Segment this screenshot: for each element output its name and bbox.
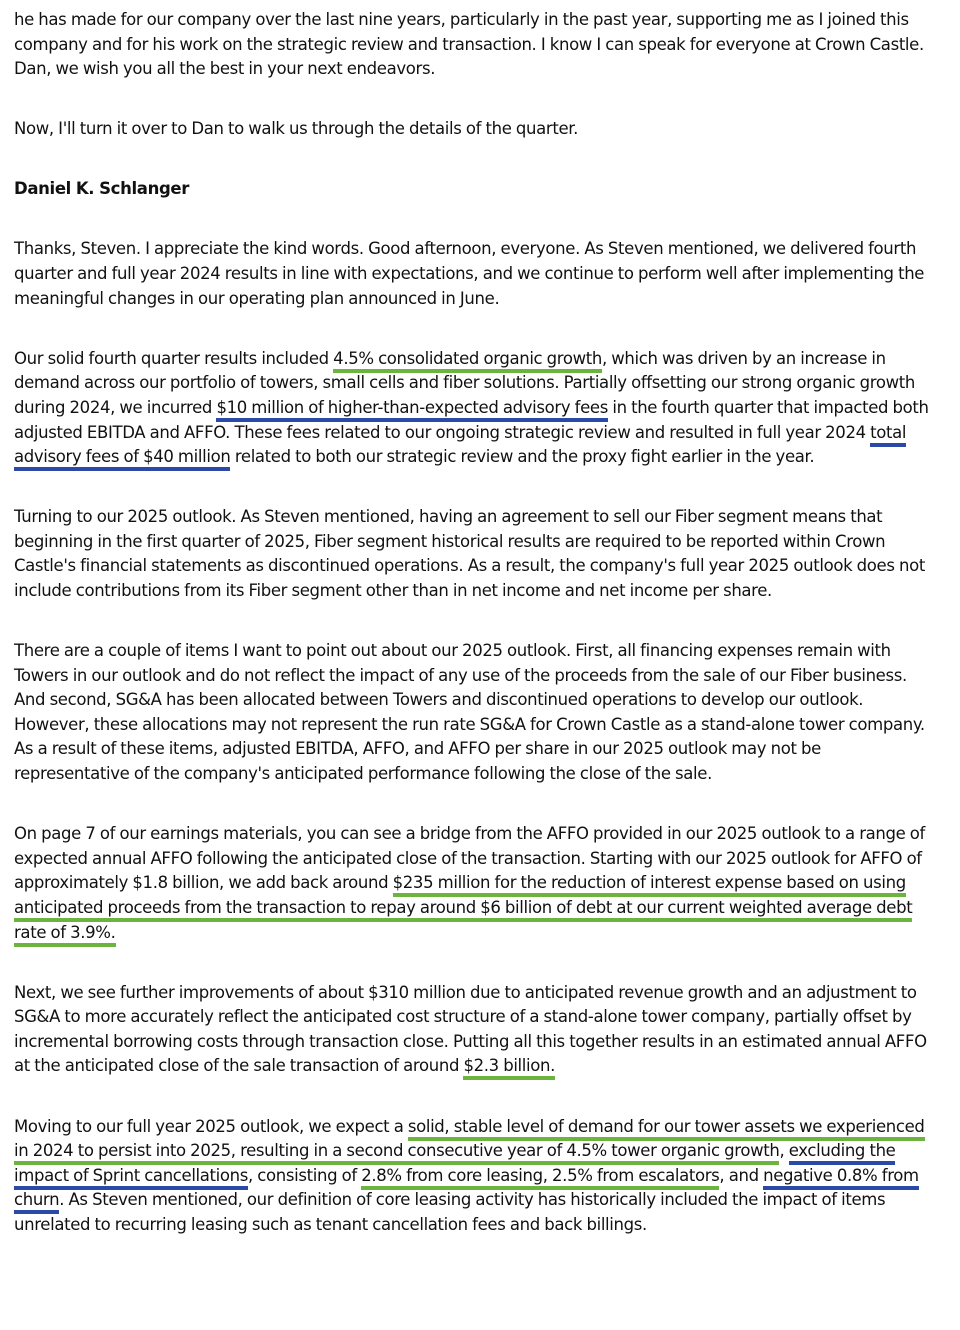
text-run: . As Steven mentioned, our definition of core leasing activity has historically included the impact of items unrelated to recurring leasing such as tenant cancellation fees and back billings. — [14, 1190, 886, 1234]
paragraph-closing-remarks — [14, 8, 934, 82]
text-run: Next, we see further improvements of about $310 million due to anticipated revenue growth and an adjustment to SG&A to more accurately reflect the anticipated cost structure of a stand-alone tower company, partially offset by incremental borrowing costs through transaction close. Putting all this together results in an estimated annual AFFO at the anticipated close of the sale transaction of around — [14, 982, 927, 1076]
highlight-total-advisory-fees: total advisory fees of $40 million — [14, 423, 906, 472]
highlight-sprint-cancellations: excluding the impact of Sprint cancellations — [14, 1141, 895, 1190]
paragraph-full-year-outlook — [14, 1115, 934, 1238]
speaker-name — [14, 177, 934, 202]
text-run: in the fourth quarter that impacted both adjusted EBITDA and AFFO. These fees related to our ongoing strategic review and resulted in full year 2024 — [14, 397, 929, 442]
text-run: , consisting of — [248, 1165, 362, 1185]
paragraph-intro — [14, 237, 934, 311]
text-run: , which was driven by an increase in demand across our portfolio of towers, small cells and fiber solutions. Partially offsetting our strong organic growth during 2024, we incurred — [14, 348, 915, 417]
transcript-page — [14, 8, 934, 1273]
text-run: , and — [719, 1165, 764, 1185]
text-run: related to both our strategic review and the proxy fight earlier in the year. — [230, 447, 815, 467]
highlight-core-leasing-escalators: 2.8% from core leasing, 2.5% from escalators — [361, 1166, 719, 1190]
text-run: On page 7 of our earnings materials, you can see a bridge from the AFFO provided in our 2025 outlook to a range of expected annual AFFO following the anticipated close of the transaction. Starting with our 2025 outlook for AFFO of approximately $1.8 billion, we add back around — [14, 824, 926, 893]
text-run: Moving to our full year 2025 outlook, we expect a — [14, 1116, 408, 1136]
paragraph-outlook-items — [14, 639, 934, 787]
speaker-label: Daniel K. Schlanger — [14, 179, 190, 199]
highlight-advisory-fees-q4: $10 million of higher-than-expected advisory fees — [216, 398, 608, 422]
paragraph-q4-results — [14, 347, 934, 470]
paragraph-text: There are a couple of items I want to point out about our 2025 outlook. First, all financing expenses remain with Towers in our outlook and do not reflect the impact of any use of the proceeds from the sale of our Fiber business. And second, SG&A has been allocated between Towers and discontinued operations to develop our outlook. However, these allocations may not represent the run rate SG&A for Crown Castle as a stand-alone tower company. As a result of these items, adjusted EBITDA, AFFO, and AFFO per share in our 2025 outlook may not be representative of the company's anticipated performance following the close of the sale. — [14, 641, 925, 784]
paragraph-text: Turning to our 2025 outlook. As Steven mentioned, having an agreement to sell our Fiber segment means that beginning in the first quarter of 2025, Fiber segment historical results are required to be reported within Crown Castle's financial statements as discontinued operations. As a result, the company's full year 2025 outlook does not include contributions from its Fiber segment other than in net income and net income per share. — [14, 507, 925, 600]
paragraph-handoff — [14, 117, 934, 142]
paragraph-text: he has made for our company over the last nine years, particularly in the past year, supporting me as I joined this company and for his work on the strategic review and transaction. I know I can speak for everyone at Crown Castle. Dan, we wish you all the best in your next endeavors. — [14, 10, 924, 79]
paragraph-2025-outlook — [14, 505, 934, 603]
text-run: Our solid fourth quarter results included — [14, 348, 334, 368]
paragraph-affo-bridge — [14, 822, 934, 945]
highlight-churn: negative 0.8% from churn — [14, 1166, 919, 1215]
highlight-tower-organic-growth: solid, stable level of demand for our tower assets we experienced in 2024 to persist into 2025, resulting in a second consecutive year of 4.5% tower organic growth — [14, 1117, 925, 1166]
paragraph-text: Thanks, Steven. I appreciate the kind words. Good afternoon, everyone. As Steven mentioned, we delivered fourth quarter and full year 2024 results in line with expectations, and we continue to perform well after implementing the meaningful changes in our operating plan announced in June. — [14, 239, 925, 308]
paragraph-further-improvements — [14, 981, 934, 1079]
text-run: , — [779, 1141, 789, 1161]
paragraph-text: Now, I'll turn it over to Dan to walk us through the details of the quarter. — [14, 119, 579, 139]
highlight-interest-reduction: $235 million for the reduction of interest expense based on using anticipated proceeds from the transaction to repay around $6 billion of debt at our current weighted average debt rate of 3.9%. — [14, 873, 912, 946]
highlight-annual-affo: $2.3 billion. — [463, 1056, 555, 1080]
highlight-organic-growth: 4.5% consolidated organic growth — [333, 349, 602, 373]
